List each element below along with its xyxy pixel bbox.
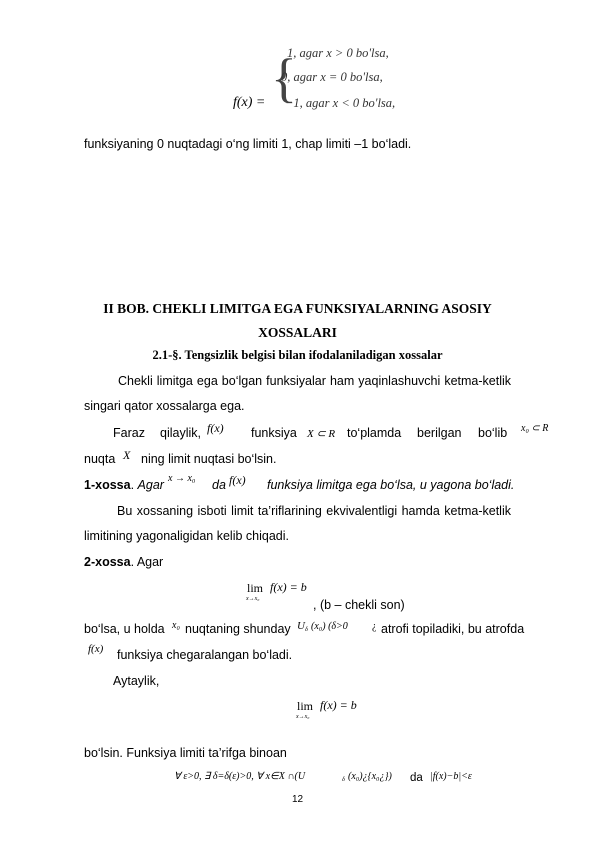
limit-2-expr: f(x) = b — [320, 698, 357, 712]
quantifier-part-a-sub: δ — [342, 777, 345, 783]
limit-1-expr: f(x) = b — [270, 580, 307, 594]
chapter-title-line-2: XOSSALARI — [258, 325, 337, 340]
faraz-set: X ⊂ R — [307, 428, 336, 440]
piecewise-case-2: 0, agar x = 0 bo'lsa, — [281, 70, 383, 84]
proof-line-1: Bu xossaning isboti limit ta’riflarining ekvivalentligi hamda ketma-ketlik — [117, 504, 511, 518]
intro-line-1: Chekli limitga ega bo‘lgan funksiyalar ham yaqinlashuvchi ketma-ketlik — [118, 374, 511, 388]
bounded-text: funksiya chegaralangan bo‘ladi. — [117, 648, 293, 662]
chapter-title-line-1: II BOB. CHEKLI LIMITGA EGA FUNKSIYALARNING ASOSIY — [103, 301, 492, 316]
xossa-1-condition: x → x₀ — [168, 473, 196, 484]
proof-line-2: limitining yagonaligidan kelib chiqadi. — [84, 529, 289, 543]
faraz-line2-rest: ning limit nuqtasi bo‘lsin. — [141, 452, 277, 466]
aytaylik: Aytaylik, — [113, 674, 160, 688]
bolsa-line-part-3: (x₀) (δ>0 — [311, 621, 348, 632]
bolsa-line-x0: x₀ — [172, 620, 180, 631]
xossa-2-line — [84, 555, 163, 569]
piecewise-case-3: −1, agar x < 0 bo'lsa, — [285, 96, 396, 110]
faraz-fx: f(x) — [207, 421, 224, 435]
faraz-word-1: Faraz — [113, 426, 145, 440]
faraz-word-2: qilaylik, — [160, 426, 201, 440]
limit-1-note: , (b – chekli son) — [313, 598, 405, 612]
bounded-fx: f(x) — [88, 643, 104, 655]
bolsa-line-U: U — [297, 620, 305, 632]
limit-1-lim: lim — [247, 581, 264, 595]
xossa-1-rest: funksiya limitga ega bo‘lsa, u yagona bo‘ladi. — [267, 478, 515, 492]
xossa-1-fx: f(x) — [229, 473, 246, 487]
quantifier-part-b: (x₀)¿{x₀¿}) — [348, 771, 392, 782]
xossa-1-line — [84, 478, 164, 492]
bolsa-line-part-2: nuqtaning shunday — [185, 622, 291, 636]
xossa-1-agar: Agar — [137, 478, 164, 492]
faraz-word-6: bo‘lib — [478, 426, 508, 440]
section-title: 2.1-§. Tengsizlik belgisi bilan ifodalaniladigan xossalar — [152, 348, 443, 362]
piecewise-lhs: f(x) = — [233, 95, 266, 110]
quantifier-da: da — [410, 772, 423, 784]
limit-2-lim: lim — [297, 699, 314, 713]
faraz-point: x₀ ⊂ R — [521, 423, 549, 434]
limit-2-sub: x→x₀ — [296, 714, 310, 720]
xossa-1-label: 1-xossa — [84, 478, 131, 492]
faraz-line2-nuqta: nuqta — [84, 452, 116, 466]
bolsa-line-part-4: ¿ — [372, 621, 377, 632]
xossa-2-label: 2-xossa — [84, 555, 131, 569]
faraz-word-4: to‘plamda — [347, 426, 402, 440]
faraz-word-3: funksiya — [251, 426, 297, 440]
limits-sentence: funksiyaning 0 nuqtadagi o‘ng limiti 1, chap limiti –1 bo‘ladi. — [84, 137, 412, 151]
definition-line: bo‘lsin. Funksiya limiti ta’rifga binoan — [84, 746, 287, 760]
page-number: 12 — [291, 794, 304, 805]
bolsa-line-part-1: bo‘lsa, u holda — [84, 622, 165, 636]
intro-line-2: singari qator xossalarga ega. — [84, 399, 245, 413]
faraz-word-5: berilgan — [417, 426, 462, 440]
piecewise-brace: { — [271, 48, 297, 108]
quantifier-part-a: ∀ ε>0, ∃ δ=δ(ε)>0, ∀ x∈X ∩(U — [174, 771, 306, 782]
bolsa-line-U-sub: δ — [305, 627, 308, 633]
limit-1-sub: x→x₀ — [246, 596, 260, 602]
faraz-line2-X: X — [123, 448, 131, 462]
piecewise-case-1: 1, agar x > 0 bo'lsa, — [287, 46, 389, 60]
quantifier-part-c: |f(x)−b|<ε — [430, 771, 472, 782]
xossa-1-dot: . — [130, 478, 135, 492]
bolsa-line-part-5: atrofi topiladiki, bu atrofda — [381, 622, 525, 636]
xossa-1-da: da — [212, 478, 226, 492]
xossa-2-rest: . Agar — [130, 555, 164, 569]
